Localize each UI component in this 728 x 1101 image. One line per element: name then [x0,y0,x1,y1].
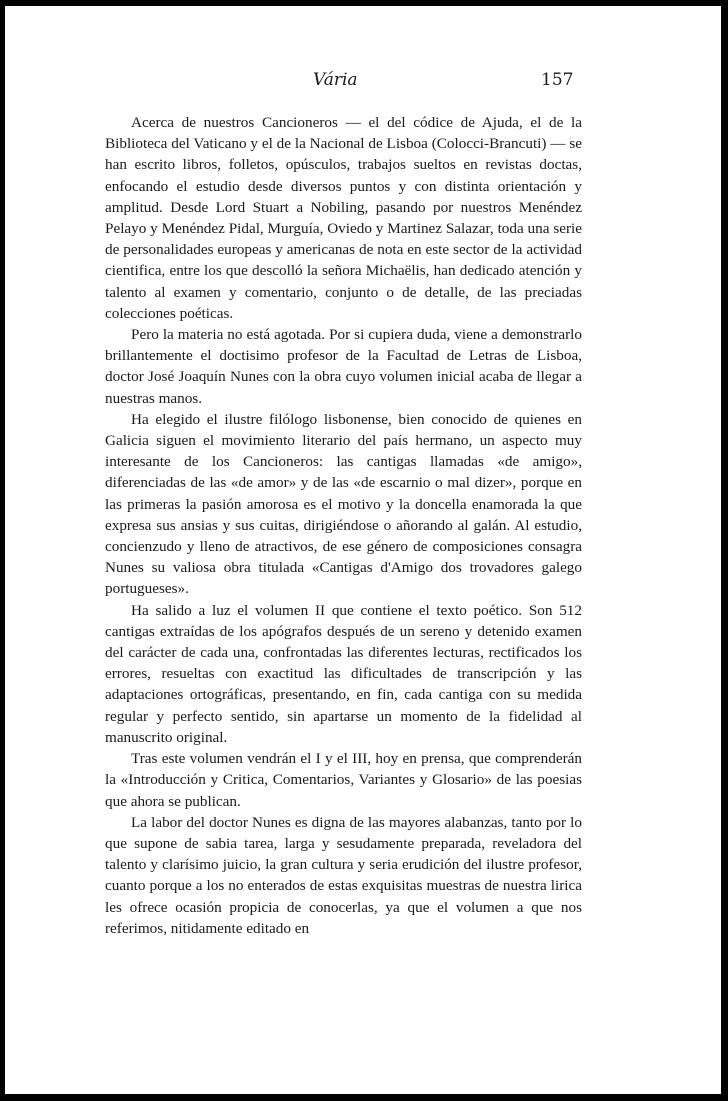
paragraph: Ha salido a luz el volumen II que contiene el texto poético. Son 512 cantigas extraídas de los apógrafos después de un sereno y detenido examen del carácter de cada una, confrontadas las diferentes lecturas, rectificados los errores, resueltas con exactitud las dificultades de transcripción y las adaptaciones ortográficas, presentando, en fin, cada cantiga con su medida regular y perfecto sentido, sin apartarse un momento de la fidelidad al manuscrito original. [105,601,582,746]
paragraph: Tras este volumen vendrán el I y el III, hoy en prensa, que comprenderán la «Introducción y Critica, Comentarios, Variantes y Glosario» de las poesias que ahora se publican. [105,750,582,810]
page-number: 157 [541,70,574,90]
paragraph: Ha elegido el ilustre filólogo lisbonense, bien conocido de quienes en Galicia siguen el movimiento literario del país hermano, un aspecto muy interesante de los Cancioneros: las cantigas llamadas «de amigo», diferenciadas de las «de amor» y de las «de escarnio o mal dizer», porque en las primeras la pasión amorosa es el motivo y la doncella enamorada la que expresa sus ansias y sus cuitas, dirigiéndose o añorando al galán. Al estudio, concienzudo y lleno de atractivos, de ese género de composiciones consagra Nunes su valiosa obra titulada «Cantigas d'Amigo dos trovadores galego portugueses». [105,410,582,598]
page-header [5,70,721,94]
paragraph: La labor del doctor Nunes es digna de las mayores alabanzas, tanto por lo que supone de sabia tarea, larga y sesudamente preparada, reveladora del talento y clarísimo juicio, la gran cultura y seria erudición del ilustre profesor, cuanto porque a los no enterados de estas exquisitas muestras de nuestra lirica les ofrece ocasión propicia de conocerlas, ya que el volumen a que nos referimos, nitidamente editado en [105,813,582,937]
paragraph: Acerca de nuestros Cancioneros — el del códice de Ajuda, el de la Biblioteca del Vaticano y el de la Nacional de Lisboa (Colocci-Brancuti) — se han escrito libros, folletos, opúsculos, trabajos sueltos en revistas doctas, enfocando el estudio desde diversos puntos y con distinta orientación y amplitud. Desde Lord Stuart a Nobiling, pasando por nuestros Menéndez Pelayo y Menéndez Pidal, Murguía, Oviedo y Martinez Salazar, toda una serie de personalidades europeas y americanas de nota en este sector de la actividad cientifica, entre los que descolló la señora Michaëlis, han dedicado atención y talento al examen y comentario, conjunto o de detalle, de las preciadas colecciones poéticas. [105,114,582,322]
running-title: Vária [313,70,358,90]
paragraph: Pero la materia no está agotada. Por si cupiera duda, viene a demonstrarlo brillantemente el doctisimo profesor de la Facultad de Letras de Lisboa, doctor José Joaquín Nunes con la obra cuyo volumen inicial acaba de llegar a nuestras manos. [105,326,582,407]
page [5,6,721,1094]
body-text [105,112,582,939]
